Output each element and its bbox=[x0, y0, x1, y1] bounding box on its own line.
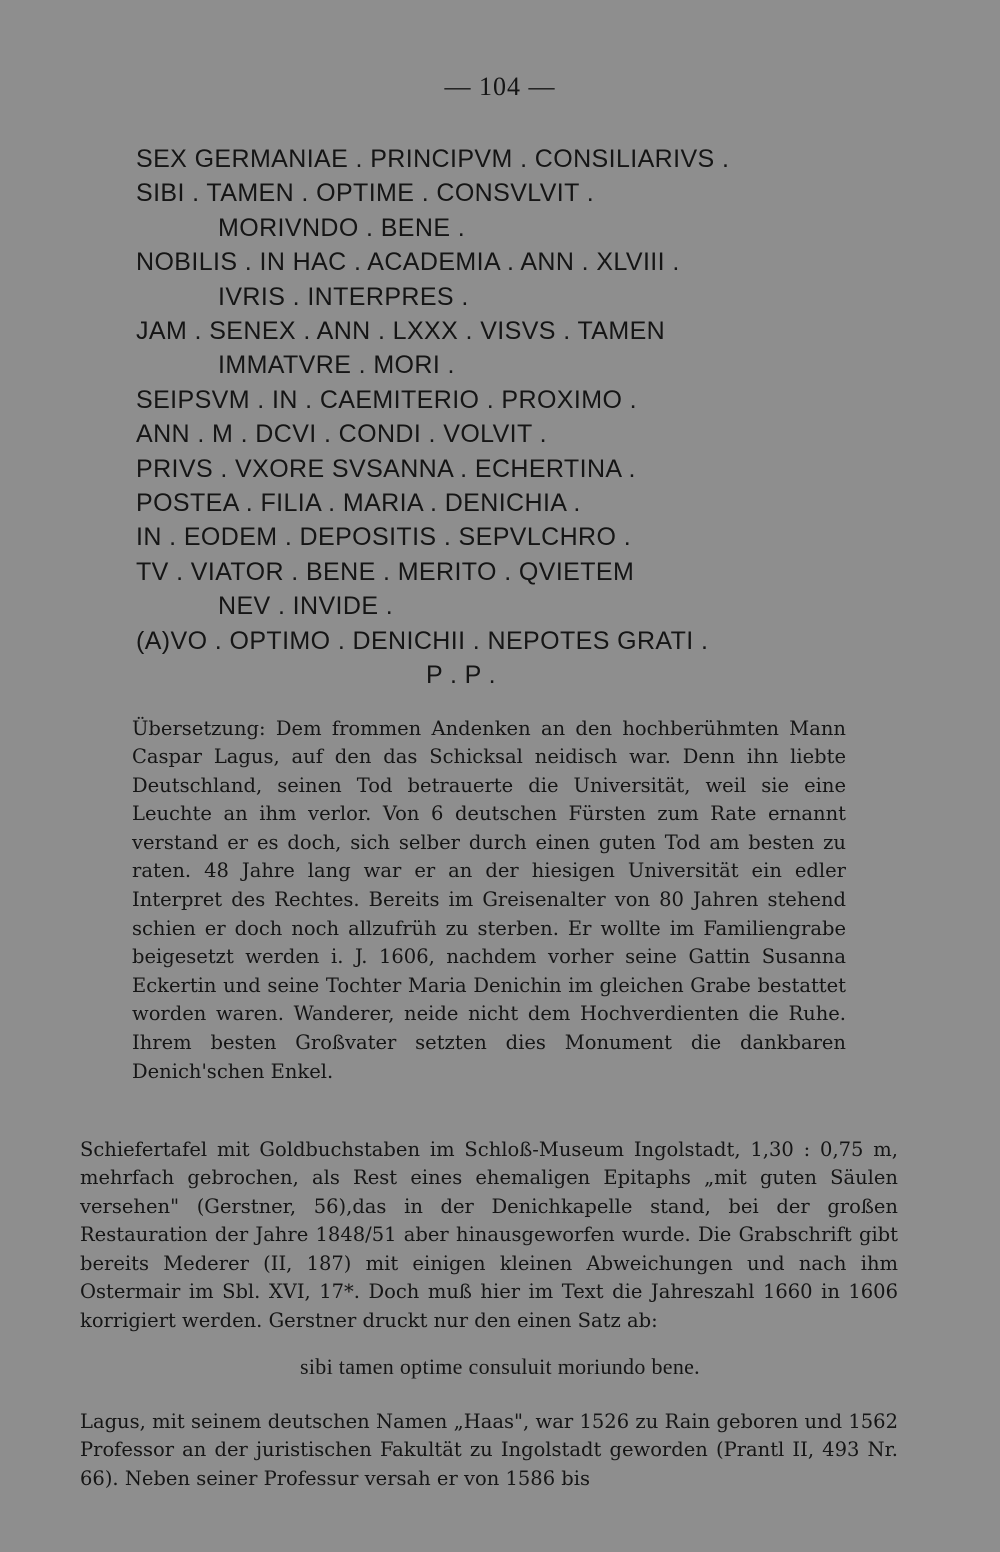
latin-inscription bbox=[136, 142, 896, 693]
inscription-line: SIBI . TAMEN . OPTIME . CONSVLVIT . bbox=[136, 179, 595, 208]
page-number: — 104 — bbox=[444, 72, 556, 101]
inscription-line: JAM . SENEX . ANN . LXXX . VISVS . TAMEN bbox=[136, 317, 666, 346]
inscription-line: IVRIS . INTERPRES . bbox=[218, 282, 469, 311]
inscription-line: PRIVS . VXORE SVSANNA . ECHERTINA . bbox=[136, 454, 636, 483]
inscription-line: (A)VO . OPTIMO . DENICHII . NEPOTES GRATI . bbox=[136, 626, 709, 655]
inscription-line: SEIPSVM . IN . CAEMITERIO . PROXIMO . bbox=[136, 385, 637, 414]
inscription-line: SEX GERMANIAE . PRINCIPVM . CONSILIARIVS . bbox=[136, 145, 730, 173]
inscription-line: POSTEA . FILIA . MARIA . DENICHIA . bbox=[136, 489, 581, 518]
inscription-line: IN . EODEM . DEPOSITIS . SEPVLCHRO . bbox=[136, 523, 632, 552]
description-paragraph: Schiefertafel mit Goldbuchstaben im Schloß-Museum Ingolstadt, 1,30 : 0,75 m, mehrfach gebrochen, als Rest eines ehemaligen Epitaphs „mit guten Säulen versehen" (Gerstner, 56),das in der Denichkapelle stand, bei der großen Restauration der Jahre 1848/51 aber hinausgeworfen wurde. Die Grabschrift gibt bereits Mederer (II, 187) mit einigen kleinen Abweichungen und nach ihm Ostermair im Sbl. XVI, 17*. Doch muß hier im Text die Jahreszahl 1660 in 1606 korrigiert werden. Gerstner druckt nur den einen Satz ab: bbox=[80, 1137, 898, 1332]
inscription-line: IMMATVRE . MORI . bbox=[218, 351, 455, 380]
inscription-line: ANN . M . DCVI . CONDI . VOLVIT . bbox=[136, 420, 547, 449]
biography-paragraph: Lagus, mit seinem deutschen Namen „Haas", war 1526 zu Rain geboren und 1562 Professor an der juristischen Fakultät zu Ingolstadt geworden (Prantl II, 493 Nr. 66). Neben seiner Professur versah er von 1586 bis bbox=[80, 1409, 898, 1490]
inscription-line: NOBILIS . IN HAC . ACADEMIA . ANN . XLVIII . bbox=[136, 248, 680, 277]
inscription-line: NEV . INVIDE . bbox=[218, 592, 394, 621]
inscription-line: P . P . bbox=[426, 661, 496, 690]
translation-paragraph: Übersetzung: Dem frommen Andenken an den hochberühmten Mann Caspar Lagus, auf den das Schicksal neidisch war. Denn ihn liebte Deutschland, seinen Tod betrauerte die Universität, weil sie eine Leuchte an ihm verlor. Von 6 deutschen Fürsten zum Rate ernannt verstand er es doch, sich selber durch einen guten Tod am besten zu raten. 48 Jahre lang war er an der hiesigen Universität ein edler Interpret des Rechtes. Bereits im Greisenalter von 80 Jahren stehend schien er doch noch allzufrüh zu sterben. Er wollte im Familiengrabe beigesetzt werden i. J. 1606, nachdem vorher seine Gattin Susanna Eckertin und seine Tochter Maria Denichin im gleichen Grabe bestattet worden waren. Wanderer, neide nicht dem Hochverdienten die Ruhe. Ihrem besten Großvater setzten dies Monument die dankbaren Denich'schen Enkel. bbox=[132, 716, 846, 1083]
inscription-line: TV . VIATOR . BENE . MERITO . QVIETEM bbox=[136, 557, 635, 586]
inscription-line: MORIVNDO . BENE . bbox=[218, 213, 466, 242]
latin-quote: sibi tamen optime consuluit moriundo bene. bbox=[300, 1354, 700, 1379]
